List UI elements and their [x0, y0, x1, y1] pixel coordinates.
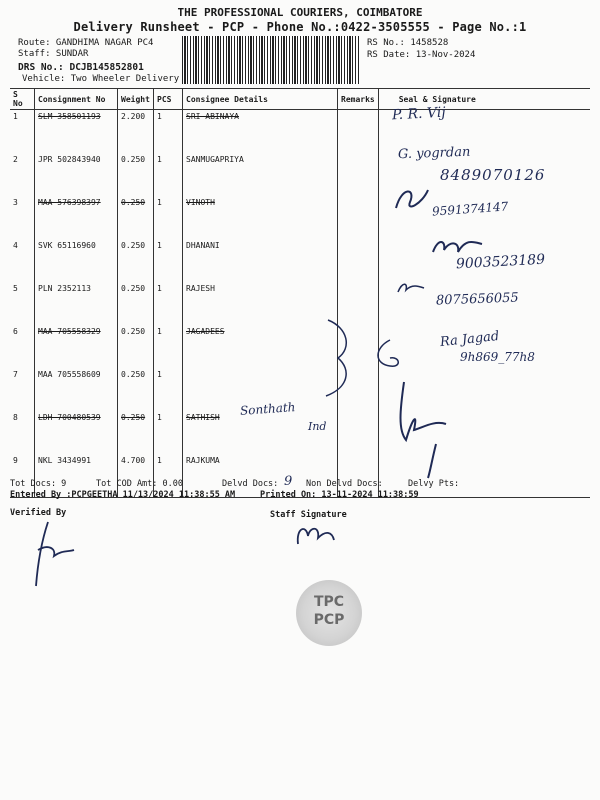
- cell-consignee: SATHISH: [183, 411, 338, 454]
- cell-sno: 8: [10, 411, 35, 454]
- handwritten-phone-row7: 9h869_77h8: [460, 350, 535, 364]
- cell-consignee: DHANANI: [183, 239, 338, 282]
- col-remarks: Remarks: [338, 89, 379, 110]
- cell-consignment: PLN 2352113: [35, 282, 118, 325]
- handwritten-signature-row1: P. R. Vij: [391, 104, 446, 124]
- col-weight: Weight: [118, 89, 154, 110]
- stamp-line2: PCP: [313, 612, 345, 628]
- cell-consignment: MAA 576398397: [35, 196, 118, 239]
- table-row: [10, 110, 590, 154]
- delvd-docs: Delvd Docs:: [222, 479, 279, 489]
- cell-consignee: SANMUGAPRIYA: [183, 153, 338, 196]
- cell-remarks: [338, 153, 379, 196]
- delvd-docs-value: 9: [284, 474, 293, 489]
- runsheet-subtitle: Delivery Runsheet - PCP - Phone No.:0422-3505555 - Page No.:1: [73, 20, 527, 34]
- cell-remarks: [338, 196, 379, 239]
- handwritten-phone-row5: 8075656055: [435, 290, 519, 309]
- barcode: [182, 36, 360, 84]
- cell-sno: 2: [10, 153, 35, 196]
- col-consignment: Consignment No: [35, 89, 118, 110]
- cell-consignee: RAJESH: [183, 282, 338, 325]
- vehicle-text: Vehicle: Two Wheeler Delivery: [22, 74, 180, 84]
- staff-text: Staff: SUNDAR: [18, 49, 89, 59]
- cell-sno: 7: [10, 368, 35, 411]
- staff-signature: [292, 520, 338, 554]
- cell-pcs: 1: [154, 325, 183, 368]
- handwritten-scribble-row5: [396, 280, 426, 300]
- cell-pcs: 1: [154, 153, 183, 196]
- cell-consignment: SLM 358501193: [35, 110, 118, 154]
- cell-remarks: [338, 411, 379, 454]
- cell-consignee: RAJKUMA: [183, 454, 338, 498]
- cell-weight: 0.250: [118, 325, 154, 368]
- cell-pcs: 1: [154, 110, 183, 154]
- delvy-pts: Delvy Pts:: [408, 479, 460, 489]
- cell-pcs: 1: [154, 282, 183, 325]
- tot-docs: Tot Docs: 9: [10, 479, 67, 489]
- table-row: [10, 411, 590, 454]
- rs-date: RS Date: 13-Nov-2024: [367, 50, 476, 60]
- handwritten-scribble-row3: [392, 184, 432, 218]
- cell-weight: 2.200: [118, 110, 154, 154]
- cell-consignment: MAA 705558329: [35, 325, 118, 368]
- route-text: Route: GANDHIMA NAGAR PC4: [18, 38, 154, 48]
- cell-pcs: 1: [154, 239, 183, 282]
- drs-number: DRS No.: DCJB145852801: [18, 62, 144, 73]
- company-title: THE PROFESSIONAL COURIERS, COIMBATORE: [177, 6, 423, 19]
- cell-weight: 0.250: [118, 196, 154, 239]
- cell-sno: 1: [10, 110, 35, 154]
- handwritten-name-row7: Ra Jagad: [439, 328, 500, 351]
- tot-cod-amount: Tot COD Amt: 0.00: [96, 479, 183, 489]
- cell-consignment: NKL 3434991: [35, 454, 118, 498]
- cell-pcs: 1: [154, 196, 183, 239]
- cell-weight: 0.250: [118, 153, 154, 196]
- handwritten-name-row2: G. yogrdan: [397, 144, 471, 163]
- cell-sno: 4: [10, 239, 35, 282]
- cell-consignee: VINOTH: [183, 196, 338, 239]
- handwritten-phone-row2: 8489070126: [440, 166, 546, 184]
- table-header-row: [10, 89, 590, 110]
- cell-sno: 3: [10, 196, 35, 239]
- table-row: [10, 368, 590, 411]
- company-seal-stamp: [296, 580, 362, 646]
- handwritten-note-row8-b: Ind: [308, 420, 327, 433]
- printed-on: Printed On: 13-11-2024 11:38:59: [260, 490, 419, 500]
- cell-remarks: [338, 110, 379, 154]
- col-pcs: PCS: [154, 89, 183, 110]
- cell-consignment: SVK 65116960: [35, 239, 118, 282]
- handwritten-phone-row3: 9591374147: [431, 199, 509, 219]
- verified-by-signature: [28, 520, 78, 594]
- cell-pcs: 1: [154, 411, 183, 454]
- verified-by-label: Verified By: [10, 508, 67, 518]
- cell-pcs: 1: [154, 454, 183, 498]
- cell-consignee: JAGADEES: [183, 325, 338, 368]
- col-sno: S No: [10, 89, 35, 110]
- handwritten-note-row8: Sonthath: [239, 400, 296, 418]
- cell-weight: 0.250: [118, 411, 154, 454]
- handwritten-phone-row4: 9003523189: [455, 251, 546, 273]
- col-seal-signature: Seal & Signature: [378, 89, 590, 110]
- cell-consignment: JPR 502843940: [35, 153, 118, 196]
- cell-remarks: [338, 239, 379, 282]
- col-consignee: Consignee Details: [183, 89, 338, 110]
- entered-by: Entered By :PCPGEETHA 11/13/2024 11:38:55 AM: [10, 490, 236, 500]
- cell-sno: 9: [10, 454, 35, 498]
- staff-signature-label: Staff Signature: [270, 510, 347, 520]
- cell-consignee: SRI ABINAYA: [183, 110, 338, 154]
- handwritten-signature-row8-9: [392, 380, 462, 484]
- cell-sno: 6: [10, 325, 35, 368]
- cell-pcs: 1: [154, 368, 183, 411]
- cell-weight: 0.250: [118, 368, 154, 411]
- cell-consignment: LDH 700480539: [35, 411, 118, 454]
- non-delvd-docs: Non Delvd Docs:: [306, 479, 383, 489]
- rs-number: RS No.: 1458528: [367, 38, 449, 48]
- cell-consignment: MAA 705558609: [35, 368, 118, 411]
- cell-weight: 0.250: [118, 282, 154, 325]
- cell-sno: 5: [10, 282, 35, 325]
- stamp-line1: TPC: [313, 594, 345, 610]
- cell-weight: 4.700: [118, 454, 154, 498]
- cell-weight: 0.250: [118, 239, 154, 282]
